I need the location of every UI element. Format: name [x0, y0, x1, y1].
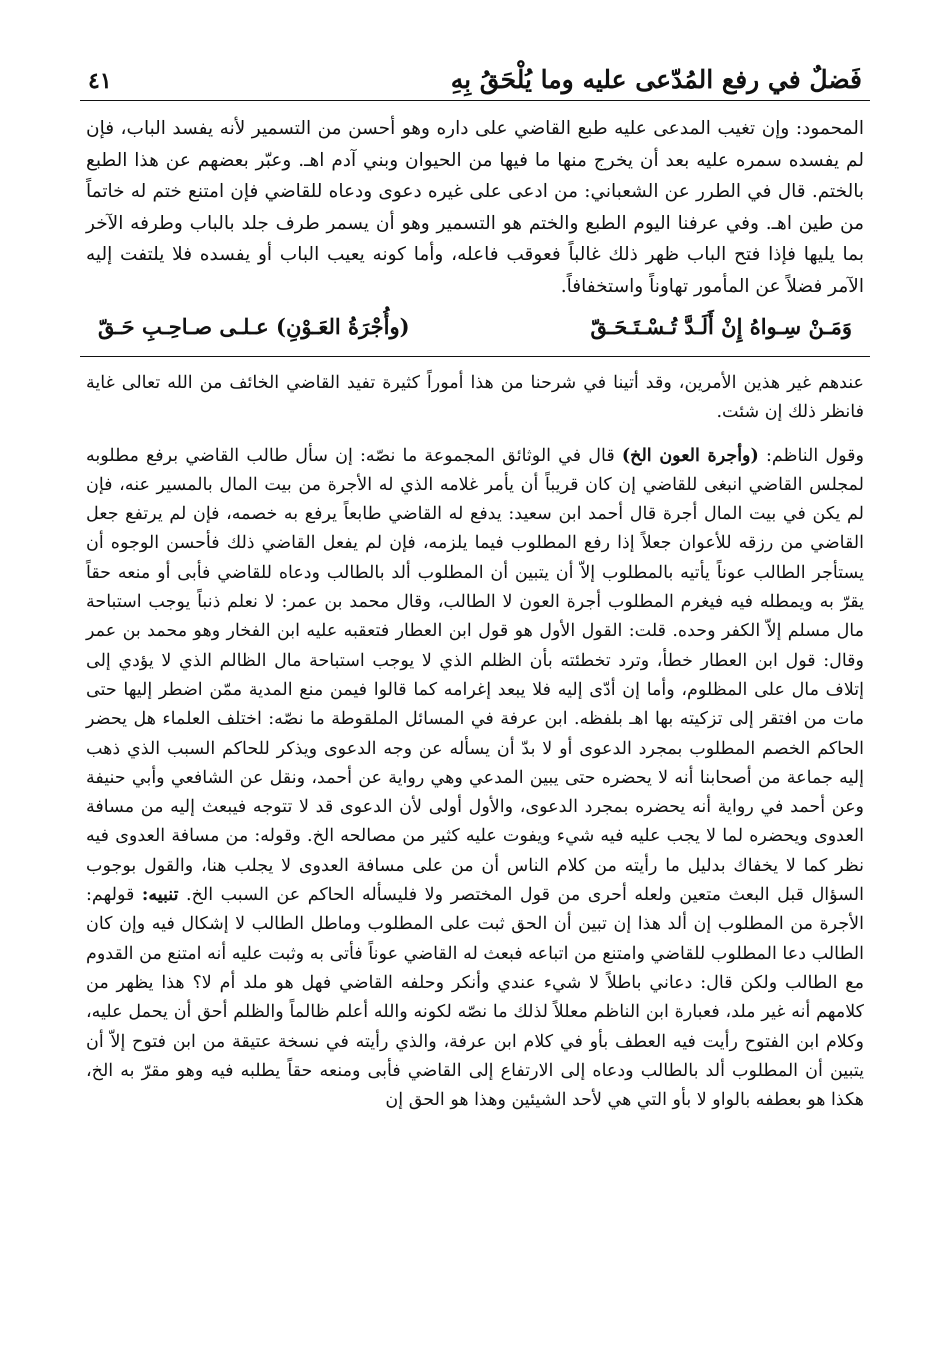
paragraph-body: قال في الوثائق المجموعة ما نصّه: إن سأل طالب القاضي برفع مطلوبه لمجلس القاضي انبغى للقاضي إن كان قريباً أن يأمر غلامه الذي له الأجرة من بيت المال بالمسير عنه، فإن لم يكن في بيت المال أجرة قال أحمد ابن سعيد: يدفع له القاضي طابعاً يرفع به خصمه، فإن لم يرتفع جعل القاضي من رزقه للأعوان جعلاً إذا رفع المطلوب فيما يلزمه، فإن لم يفعل القاضي ذلك فأحسن الوجوه أن يستأجر الطالب عوناً يأتيه بالمطلوب إلاّ أن يتبين أن المطلوب ألد بالطالب ودعاه للقاضي فأبى أو منعه حقاً يقرّ به ويمطله فيه فيغرم المطلوب أجرة العون لا الطالب، وقال محمد بن عمر: لا نعلم ذنباً يوجب استباحة مال مسلم إلاّ الكفر وحده. قلت: القول الأول هو قول ابن العطار فتعقبه عليه ابن الفخار وهو محمد بن عمر وقال: قول ابن العطار خطأ، وترد تخطئته بأن الظلم الذي لا يوجب استباحة مال الظالم الذي لا يؤدي إلى إتلاف مال على المظلوم، وأما إن أدّى إليه فلا يبعد إغرامه كما قالوا فيمن منع المدية ممّن اضطر إليها حتى مات من افتقر إلى تزكيته بها اهـ بلفظه. ابن عرفة في المسائل الملقوطة ما نصّه: اختلف العلماء هل يحضر الحاكم الخصم المطلوب بمجرد الدعوى أو لا بدّ أن يسأله عن وجه الدعوى ويذكر للحاكم السبب الذي ذهب إليه جماعة من أصحابنا أنه لا يحضره حتى يبين المدعي وهي رواية عن أحمد، ونقل عن الشافعي وأبي حنيفة وعن أحمد في رواية أنه يحضره بمجرد الدعوى، والأول أولى لأن الدعوى قد لا تتوجه فيبعث إليه من مسافة العدوى ويحضره لما لا يجب عليه فيه شيء ويفوت عليه كثير من مصالحه الخ. وقوله: من مسافة العدوى فيه نظر كما لا يخفاك بدليل ما رأيته من كلام الناس أن من على مسافة العدوى لا يجلب هنا، والقول بوجوب السؤال قبل البعث متعين ولعله أحرى من قول المختصر ولا فليسأله الحاكم عن السبب الخ. [86, 445, 864, 906]
commentary-paragraph-1: عندهم غير هذين الأمرين، وقد أتينا في شرحنا من هذا أموراً كثيرة تفيد القاضي الخائف من الله تعالى غاية فانظر ذلك إن شئت. [86, 373, 864, 423]
running-header [80, 52, 870, 101]
upper-paragraph: المحمود: وإن تغيب المدعى عليه طبع القاضي على داره وهو أحسن من التسمير لأنه يفسد الباب، فإن لم يفسده سمره عليه بعد أن يخرج منها ما فيها من الحيوان وبني آدم اهـ. وعبّر بعضهم عن هذا الطبع بالختم. قال في الطرر عن الشعباني: من ادعى على غيره دعوى ودعاه للقاضي فإن امتنع ختم له خاتماً من طين اهـ. وفي عرفنا اليوم الطبع والختم هو التسمير وهو أن يسمر طرف جلد بالباب وطرفه الآخر بما يليها فإذا فتح الباب ظهر ذلك غالباً فعوقب فاعله، وأما كونه يعيب الباب أو يفسده فلا يلتفت إليه الآمر فضلاً عن المأمور تهاوناً واستخفافاً. [86, 118, 864, 297]
paragraph-intro: وقول الناظم: [765, 445, 864, 466]
poem-verse [86, 308, 864, 346]
verse-quote: (وأجرة العون الخ) [621, 445, 759, 466]
book-page [80, 52, 870, 1115]
note-label: تنبيه: [141, 885, 179, 906]
verse-hemistich-right: وَمَـنْ سِـواهُ إِنْ أَلَـدَّ تُـسْـتَـحَـقّ [590, 314, 852, 339]
upper-section [80, 101, 870, 346]
verse-hemistich-left: (وأُجْرَةُ العَـوْنِ) عـلـى صـاحِـبِ حَـقّ [98, 314, 410, 339]
page-number: ٤١ [88, 68, 112, 94]
chapter-title: فَضلٌ في رفع المُدّعى عليه وما يُلْحَقُ بِهِ [450, 65, 862, 94]
commentary-section [80, 357, 870, 1115]
commentary-paragraph-2 [86, 442, 864, 1116]
paragraph-tail: قولهم: الأجرة من المطلوب إن ألد هذا إن تبين أن الحق ثبت على المطلوب وماطل الطالب لا إشكال فيه وإن كان الطالب دعا المطلوب للقاضي وامتنع من اتباعه فبعث له القاضي عوناً فأتى به وثبت عليه أنه امتنع من القدوم مع الطالب ولكن قال: دعاني باطلاً لا شيء عندي وأنكر وحلفه القاضي فهل هو ملد أم لا؟ هذا يظهر من كلامهم أنه غير ملد، فعبارة ابن الناظم معللاً لذلك ما نصّه لكونه والله أعلم ظالماً والظلم أحق أن يحمل عليه، وكلام ابن الفتوح رأيت فيه العطف بأو في كلام ابن عرفة، والذي رأيته في نسخة عتيقة من ابن فتوح إلاّ أن يتبين أن المطلوب ألد بالطالب ودعاه إلى الارتفاع إلى القاضي فأبى ومنعه حقاً يطلبه فيه وهو مقرّ به الخ، هكذا هو بعطفه بالواو لا بأو التي هي لأحد الشيئين وهذا هو الحق إن [86, 885, 864, 1111]
